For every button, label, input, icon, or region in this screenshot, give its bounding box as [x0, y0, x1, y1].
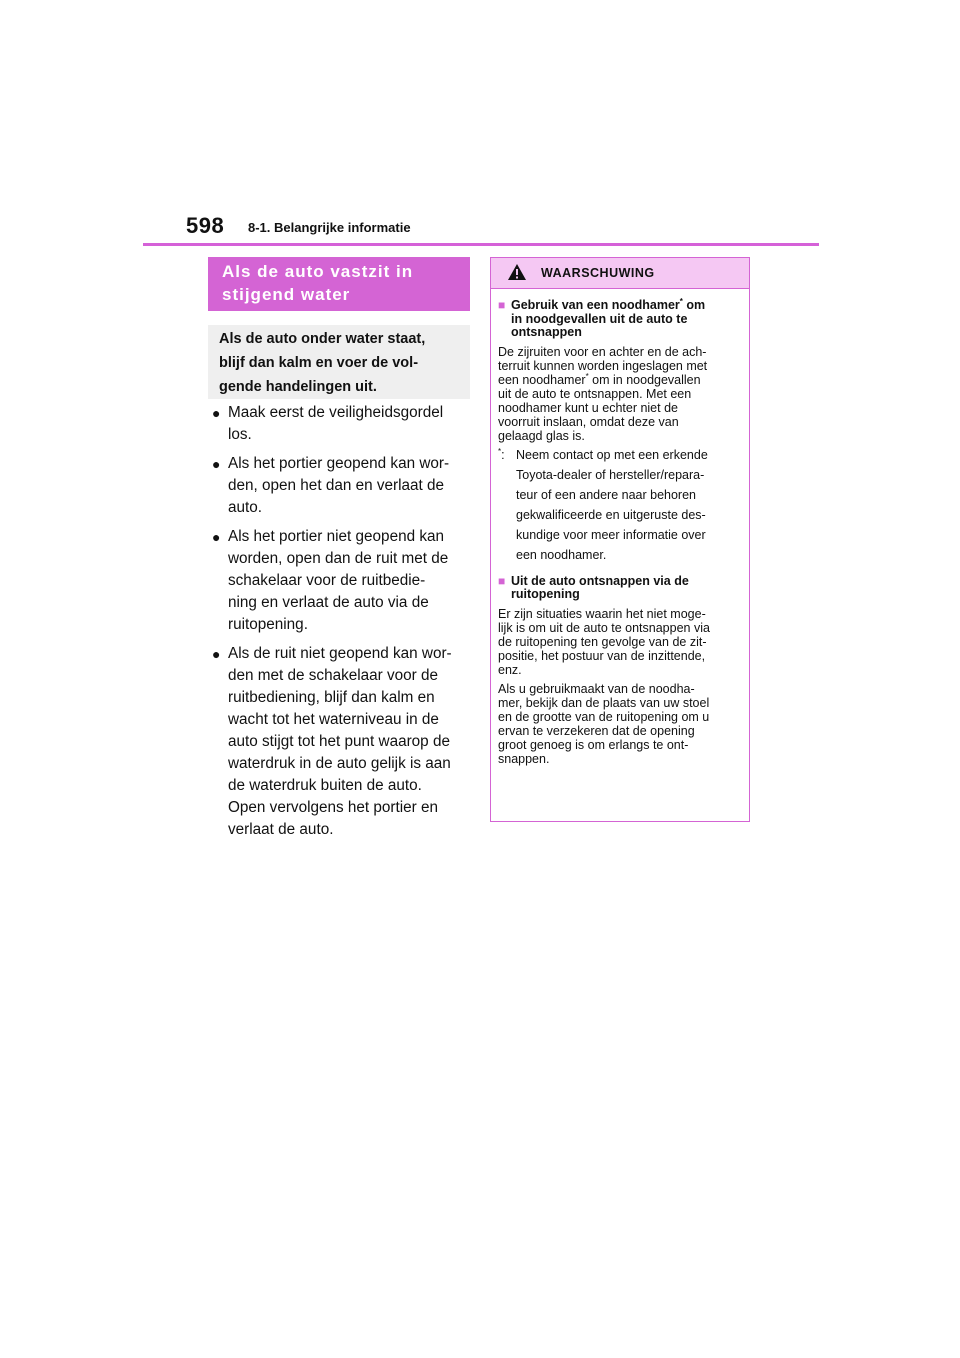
step-line: waterdruk in de auto gelijk is aan	[228, 755, 451, 772]
step-line: worden, open dan de ruit met de	[228, 550, 449, 567]
step-line: ruitbediening, blijf dan kalm en	[228, 689, 435, 706]
square-bullet-icon: ■	[498, 298, 506, 312]
warning-subheading	[498, 575, 742, 602]
paragraph-line: positie, het postuur van de inzittende,	[498, 648, 706, 663]
bullet-icon: ●	[212, 405, 221, 421]
footnote-line: kundige voor meer informatie over	[516, 527, 706, 542]
list-item	[212, 402, 474, 446]
paragraph-line: snappen.	[498, 751, 550, 766]
intro-line: Als de auto onder water staat,	[219, 331, 426, 347]
bullet-icon: ●	[212, 529, 221, 545]
warning-subheading-line: ontsnappen	[511, 325, 582, 339]
bullet-icon: ●	[212, 646, 221, 662]
warning-paragraph	[498, 345, 742, 443]
asterisk-mark: *	[498, 446, 502, 456]
list-item	[212, 526, 474, 636]
warning-body	[491, 289, 749, 766]
footnote-mark	[498, 445, 505, 465]
page-number: 598	[186, 213, 225, 238]
intro-line: blijf dan kalm en voer de vol-	[219, 355, 419, 371]
paragraph-line: ervan te verzekeren dat de opening	[498, 723, 695, 738]
intro-box	[208, 325, 470, 399]
step-line: Maak eerst de veiligheidsgordel	[228, 404, 444, 421]
footnote-line: gekwalificeerde en uitgeruste des-	[516, 507, 706, 522]
step-line: den, open het dan en verlaat de	[228, 477, 445, 494]
warning-triangle-icon	[507, 263, 527, 281]
footnote-line: teur of een andere naar behoren	[516, 487, 696, 502]
list-item	[212, 453, 474, 519]
section-heading-line: stijgend water	[222, 285, 351, 304]
step-line: den met de schakelaar voor de	[228, 667, 439, 684]
warning-subheading-line	[511, 296, 742, 313]
warning-header	[491, 258, 749, 289]
warning-box	[490, 257, 750, 822]
paragraph-line: enz.	[498, 662, 522, 677]
step-line: Als het portier niet geopend kan	[228, 528, 445, 545]
step-line: Als de ruit niet geopend kan wor-	[228, 645, 452, 662]
intro-line: gende handelingen uit.	[219, 379, 377, 395]
paragraph-text: een noodhamer	[498, 372, 586, 387]
warning-paragraph	[498, 682, 742, 766]
paragraph-line: De zijruiten voor en achter en de ach-	[498, 344, 707, 359]
step-line: ning en verlaat de auto via de	[228, 594, 429, 611]
step-line: Open vervolgens het portier en	[228, 799, 439, 816]
paragraph-line: uit de auto te ontsnappen. Met een	[498, 386, 692, 401]
warning-title: WAARSCHUWING	[541, 266, 655, 280]
bullet-icon: ●	[212, 456, 221, 472]
footnote-line: een noodhamer.	[516, 547, 607, 562]
step-line: verlaat de auto.	[228, 821, 334, 838]
paragraph-line: groot genoeg is om erlangs te ont-	[498, 737, 689, 752]
warning-subheading-line: in noodgevallen uit de auto te	[511, 311, 688, 326]
paragraph-line: Als u gebruikmaakt van de noodha-	[498, 681, 695, 696]
step-line: Als het portier geopend kan wor-	[228, 455, 450, 472]
warning-subheading-line: ruitopening	[511, 587, 580, 601]
footnote-line: Neem contact op met een erkende	[516, 447, 708, 462]
footnote-line: Toyota-dealer of hersteller/repara-	[516, 467, 705, 482]
asterisk-mark: *	[679, 296, 683, 306]
warning-subheading-line: Uit de auto ontsnappen via de	[511, 573, 689, 588]
section-heading	[208, 257, 470, 311]
section-heading-line: Als de auto vastzit in	[222, 262, 414, 281]
list-item	[212, 643, 474, 841]
square-bullet-icon: ■	[498, 573, 506, 588]
paragraph-line: Er zijn situaties waarin het niet moge-	[498, 606, 706, 621]
footnote-colon: :	[501, 447, 505, 462]
paragraph-line: de ruitopening ten gevolge van de zit-	[498, 634, 707, 649]
warning-subheading-text: Gebruik van een noodhamer	[511, 298, 680, 312]
warning-subheading	[498, 296, 742, 340]
warning-paragraph	[498, 607, 742, 677]
paragraph-line: voorruit inslaan, omdat deze van	[498, 414, 679, 429]
warning-subheading-text: om	[682, 298, 706, 312]
step-line: ruitopening.	[228, 616, 308, 633]
header-divider	[143, 243, 819, 246]
footnote	[498, 445, 742, 565]
step-line: schakelaar voor de ruitbedie-	[228, 572, 426, 589]
paragraph-line: terruit kunnen worden ingeslagen met	[498, 358, 708, 373]
step-line: auto stijgt tot het punt waarop de	[228, 733, 450, 750]
chapter-title: 8-1. Belangrijke informatie	[248, 220, 411, 235]
paragraph-line: mer, bekijk dan de plaats van uw stoel	[498, 695, 710, 710]
paragraph-line	[498, 373, 742, 387]
paragraph-line: lijk is om uit de auto te ontsnappen via	[498, 620, 710, 635]
step-line: wacht tot het waterniveau in de	[228, 711, 439, 728]
paragraph-line: en de grootte van de ruitopening om u	[498, 709, 710, 724]
step-line: auto.	[228, 499, 263, 516]
paragraph-line: noodhamer kunt u echter niet de	[498, 400, 678, 415]
step-line: los.	[228, 426, 252, 443]
step-line: de waterdruk buiten de auto.	[228, 777, 422, 794]
paragraph-line: gelaagd glas is.	[498, 428, 585, 443]
steps-list	[212, 402, 474, 848]
paragraph-text: om in noodgevallen	[588, 372, 701, 387]
asterisk-mark: *	[585, 371, 589, 381]
